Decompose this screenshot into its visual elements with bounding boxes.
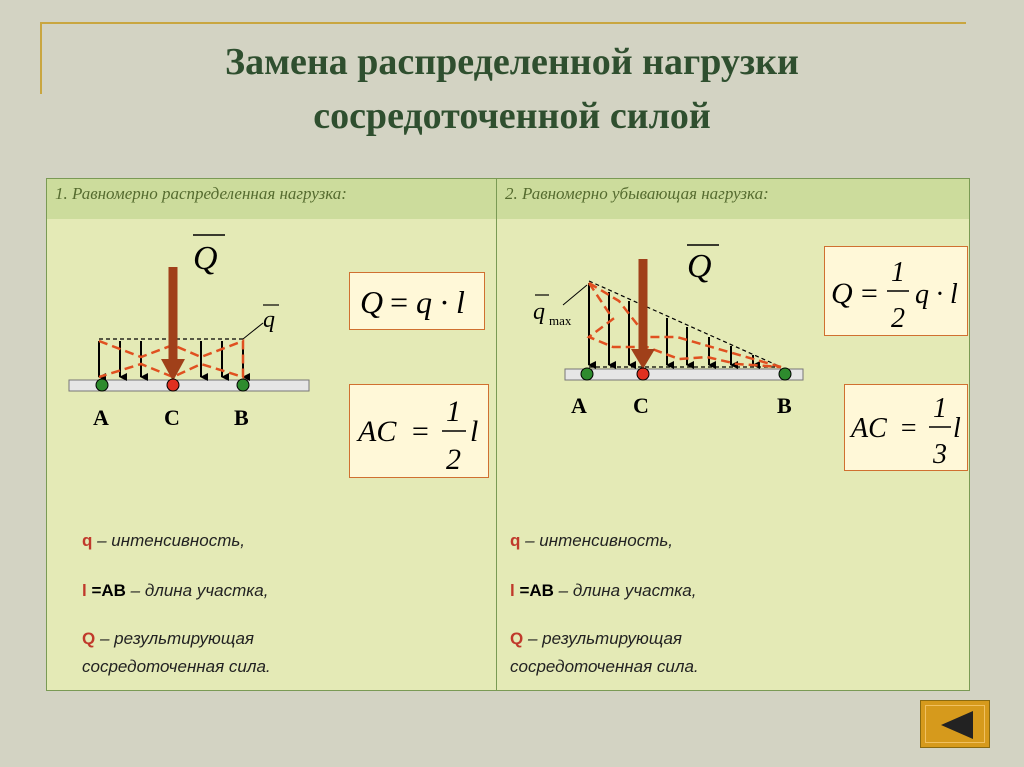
label-b: B [777, 393, 792, 418]
svg-text:=: = [899, 413, 918, 444]
svg-text:1: 1 [891, 257, 905, 288]
label-b: B [234, 405, 249, 430]
svg-text:=: = [859, 277, 880, 310]
point-b [237, 379, 249, 391]
panel-heading: 1. Равномерно распределенная нагрузка: [47, 179, 496, 219]
page-title-line2: сосредоточенной силой [313, 95, 711, 137]
point-c [637, 368, 649, 380]
formula-q-ql [349, 272, 485, 330]
def-Q-cont: сосредоточенная сила. [510, 657, 699, 676]
force-label: Q [193, 240, 218, 277]
load-label-sub: max [549, 313, 572, 328]
svg-text:l: l [470, 415, 479, 448]
svg-text:Q: Q [360, 284, 384, 320]
definitions-list [510, 529, 930, 689]
svg-text:=: = [388, 284, 410, 320]
load-label: q [263, 307, 275, 333]
svg-text:2: 2 [446, 443, 461, 476]
svg-text:2: 2 [891, 303, 905, 334]
svg-text:Q: Q [831, 277, 853, 310]
def-q: q – интенсивность, [510, 531, 674, 550]
formula-ac-half [349, 384, 489, 478]
point-a [96, 379, 108, 391]
def-Q: Q – результирующая [82, 629, 255, 648]
page-title-line1: Замена распределенной нагрузки [225, 41, 799, 83]
label-c: C [164, 405, 180, 430]
point-a [581, 368, 593, 380]
panel-decreasing-load [496, 178, 970, 691]
load-hypotenuse [589, 281, 781, 367]
def-q: q – интенсивность, [82, 531, 246, 550]
svg-text:=: = [410, 415, 431, 448]
formula-ac-third [844, 384, 968, 471]
def-Q: Q – результирующая [510, 629, 683, 648]
def-l: l =AB – длина участка, [82, 581, 269, 600]
point-b [779, 368, 791, 380]
svg-text:AC: AC [851, 413, 887, 444]
label-a: A [571, 393, 587, 418]
load-label: q [533, 299, 545, 325]
point-c [167, 379, 179, 391]
force-label: Q [687, 248, 712, 285]
definitions-list [82, 529, 482, 689]
svg-text:l: l [953, 413, 961, 444]
load-arrows [589, 283, 753, 365]
def-l: l =AB – длина участка, [510, 581, 697, 600]
label-a: A [93, 405, 109, 430]
beam [565, 369, 803, 380]
svg-text:1: 1 [446, 395, 461, 428]
svg-text:AC: AC [358, 415, 397, 448]
svg-text:3: 3 [933, 439, 947, 470]
svg-text:1: 1 [933, 393, 947, 424]
svg-text:q · l: q · l [915, 279, 958, 310]
back-button[interactable] [920, 700, 990, 748]
svg-text:q · l: q · l [416, 284, 465, 320]
top-rule [40, 22, 966, 24]
triangle-left-icon [921, 701, 991, 749]
panel-heading: 2. Равномерно убывающая нагрузка: [497, 179, 969, 219]
def-Q-cont: сосредоточенная сила. [82, 657, 271, 676]
label-c: C [633, 393, 649, 418]
panel-uniform-load [46, 178, 497, 691]
formula-q-half-ql [824, 246, 968, 336]
